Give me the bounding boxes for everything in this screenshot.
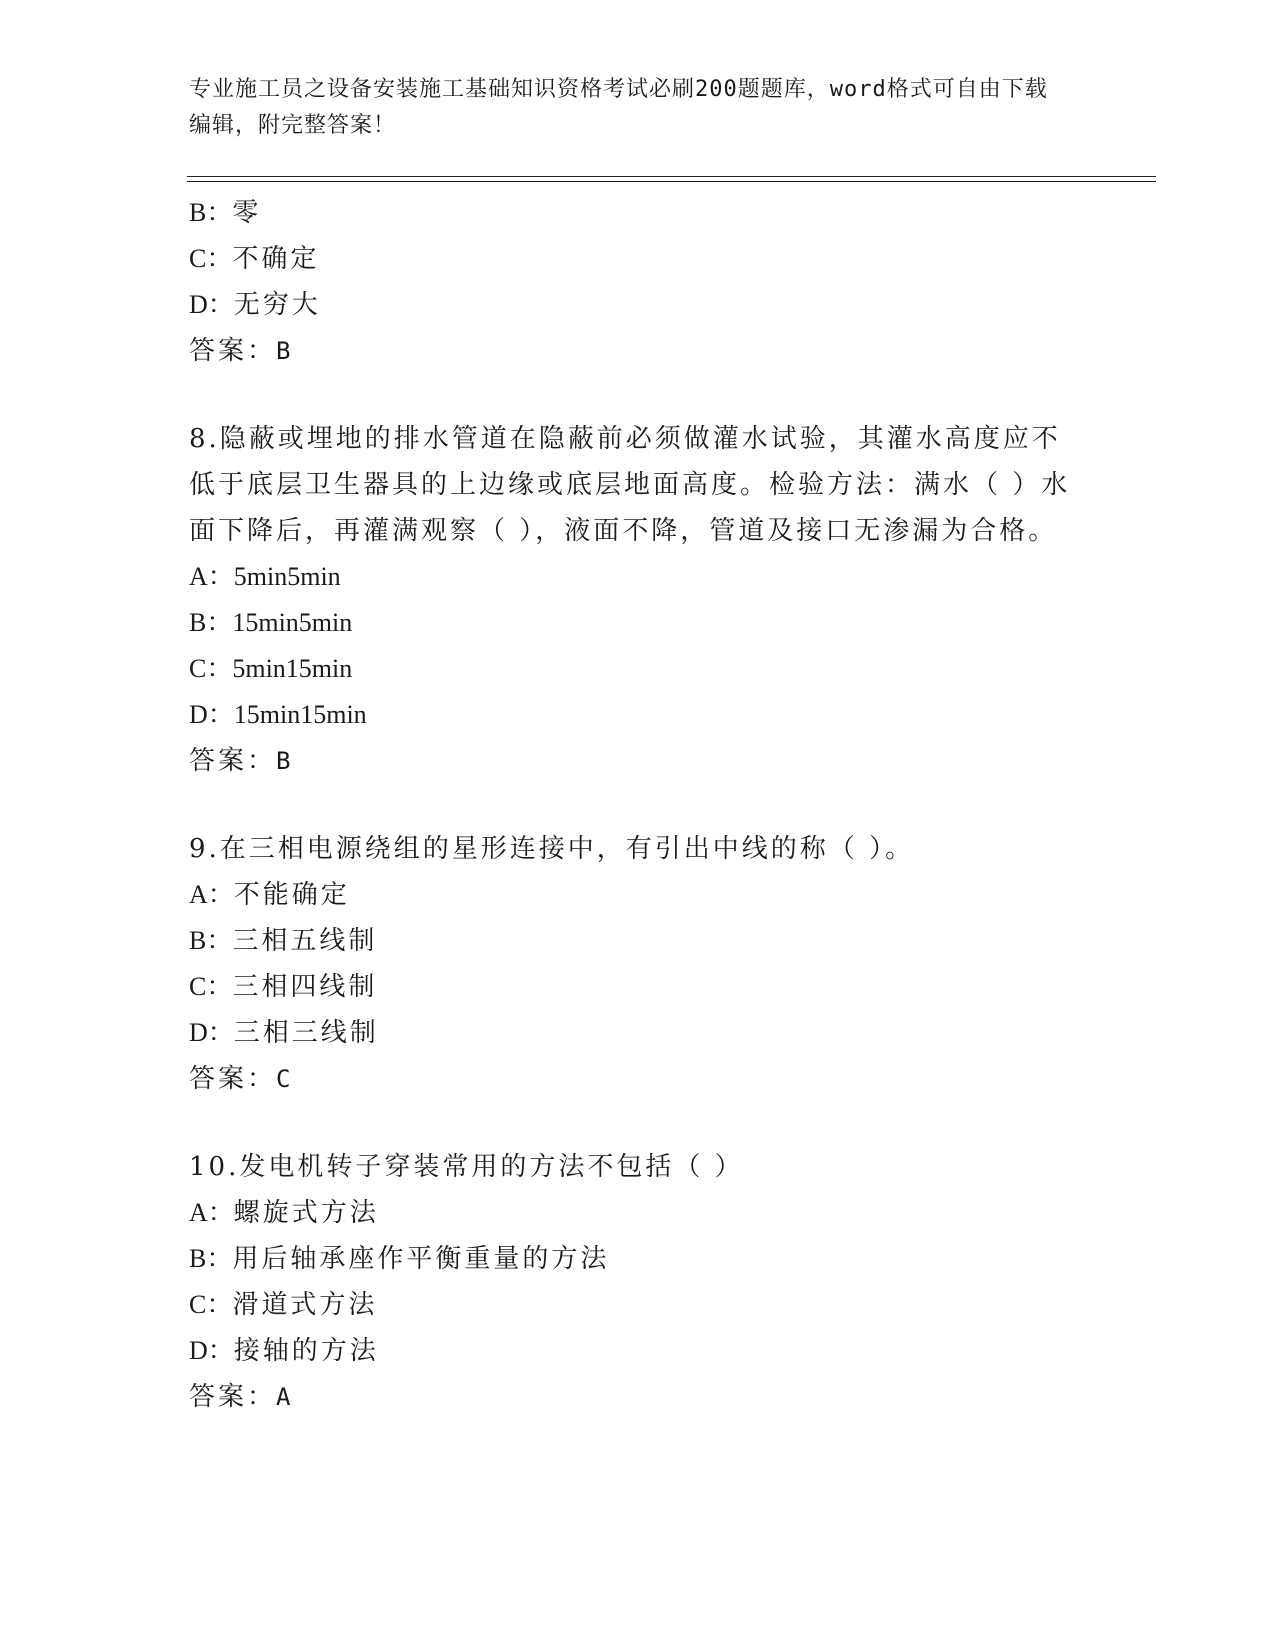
option-row xyxy=(189,1190,1089,1236)
spacer xyxy=(189,784,1089,826)
option-row xyxy=(189,600,1089,646)
option-label: D： xyxy=(189,290,234,319)
option-row xyxy=(189,918,1089,964)
option-text: 三相四线制 xyxy=(232,972,378,1002)
option-text: 三相五线制 xyxy=(232,926,378,956)
answer-label: 答案： xyxy=(189,1382,277,1412)
option-text: 不能确定 xyxy=(233,880,350,910)
option-row xyxy=(189,190,1089,236)
option-label: C： xyxy=(189,972,233,1001)
option-text: 零 xyxy=(232,198,262,228)
option-row xyxy=(189,964,1089,1010)
option-label: B： xyxy=(189,608,233,637)
option-text: 滑道式方法 xyxy=(232,1290,378,1320)
question-stem: 10.发电机转子穿装常用的方法不包括（ ） xyxy=(189,1152,744,1182)
spacer xyxy=(189,1102,1089,1144)
option-label: B： xyxy=(189,1244,233,1273)
question-block-prev xyxy=(189,190,1089,374)
option-label: D： xyxy=(189,700,234,729)
option-text: 5min5min xyxy=(233,562,341,591)
option-row xyxy=(189,1010,1089,1056)
option-label: D： xyxy=(189,1018,234,1047)
option-row xyxy=(189,1328,1089,1374)
question-block-10 xyxy=(189,1144,1089,1420)
answer-value: B xyxy=(276,747,294,775)
option-label: C： xyxy=(189,654,233,683)
option-row xyxy=(189,282,1089,328)
option-row xyxy=(189,1282,1089,1328)
answer-value: A xyxy=(276,1383,294,1411)
option-row xyxy=(189,692,1089,738)
header-divider-top xyxy=(187,176,1156,177)
option-label: A： xyxy=(189,562,234,591)
header-divider-bottom xyxy=(187,181,1156,182)
option-label: D： xyxy=(189,1336,234,1365)
option-row xyxy=(189,1236,1089,1282)
answer-value: C xyxy=(276,1065,294,1093)
option-label: C： xyxy=(189,244,233,273)
answer-row xyxy=(189,1056,1089,1102)
option-text: 无穷大 xyxy=(233,290,321,320)
option-text: 15min15min xyxy=(233,700,367,729)
option-label: A： xyxy=(189,880,234,909)
option-label: A： xyxy=(189,1198,234,1227)
answer-row xyxy=(189,738,1089,784)
option-text: 螺旋式方法 xyxy=(233,1198,379,1228)
option-text: 接轴的方法 xyxy=(233,1336,379,1366)
question-block-8 xyxy=(189,416,1089,784)
option-row xyxy=(189,646,1089,692)
answer-label: 答案： xyxy=(189,1064,277,1094)
option-text: 用后轴承座作平衡重量的方法 xyxy=(232,1244,610,1274)
question-block-9 xyxy=(189,826,1089,1102)
answer-value: B xyxy=(276,337,294,365)
option-text: 5min15min xyxy=(232,654,353,683)
option-label: B： xyxy=(189,198,233,227)
option-text: 三相三线制 xyxy=(233,1018,379,1048)
spacer xyxy=(189,374,1089,416)
option-row xyxy=(189,554,1089,600)
answer-row xyxy=(189,328,1089,374)
question-stem: 9.在三相电源绕组的星形连接中，有引出中线的称（ ）。 xyxy=(189,834,915,864)
question-stem: 8.隐蔽或埋地的排水管道在隐蔽前必须做灌水试验，其灌水高度应不低于底层卫生器具的上边缘或底层地面高度。检验方法：满水（ ）水面下降后，再灌满观察（ ），液面不降，管道及接口无渗漏为合格。 xyxy=(189,424,1071,546)
option-label: C： xyxy=(189,1290,233,1319)
option-text: 不确定 xyxy=(232,244,320,274)
option-text: 15min5min xyxy=(232,608,353,637)
answer-row xyxy=(189,1374,1089,1420)
option-row xyxy=(189,236,1089,282)
answer-label: 答案： xyxy=(189,336,277,366)
question-list xyxy=(189,190,1089,1420)
option-label: B： xyxy=(189,926,233,955)
page-header: 专业施工员之设备安装施工基础知识资格考试必刷200题题库，word格式可自由下载编辑，附完整答案！ xyxy=(189,77,1048,138)
answer-label: 答案： xyxy=(189,746,277,776)
option-row xyxy=(189,872,1089,918)
